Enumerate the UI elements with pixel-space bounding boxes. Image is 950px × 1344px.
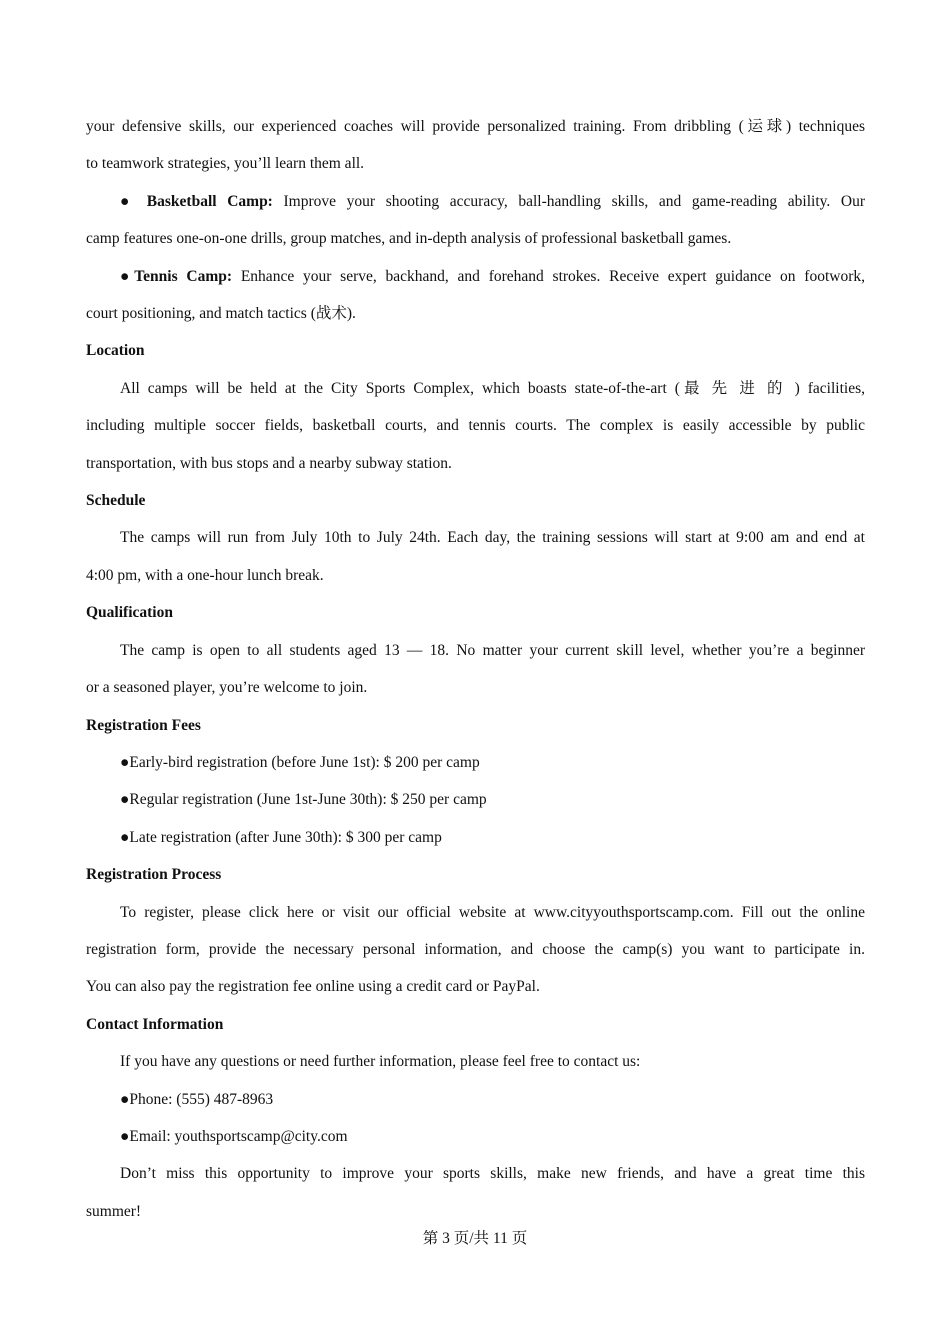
intro-line-1: your defensive skills, our experienced coaches will provide personalized training. From dribbling (运球) techniques <box>86 118 865 135</box>
contact-phone: ●Phone: (555) 487-8963 <box>120 1090 274 1108</box>
tennis-camp-text: Enhance your serve, backhand, and forehand strokes. Receive expert guidance on footwork, <box>240 267 865 285</box>
fee-item-late: ●Late registration (after June 30th): $ 300 per camp <box>120 828 442 846</box>
schedule-heading: Schedule <box>86 492 146 510</box>
page-number-footer: 第 3 页/共 11 页 <box>422 1230 528 1247</box>
schedule-line-2: 4:00 pm, with a one-hour lunch break. <box>86 566 324 584</box>
contact-intro: If you have any questions or need further information, please feel free to contact us: <box>120 1053 641 1071</box>
basketball-camp-text: Improve your shooting accuracy, ball-handling skills, and game-reading ability. Our <box>283 192 866 210</box>
tennis-camp-line-2: court positioning, and match tactics (战术). <box>86 305 356 323</box>
fee-item-regular: ●Regular registration (June 1st-June 30th): $ 250 per camp <box>120 791 487 809</box>
intro-line-2: to teamwork strategies, you’ll learn them all. <box>86 155 365 173</box>
fee-item-early-bird: ●Early-bird registration (before June 1st): $ 200 per camp <box>120 753 480 771</box>
location-line-1: All camps will be held at the City Sports Complex, which boasts state-of-the-art (最 先 进 的 ) facilities, <box>120 379 865 397</box>
schedule-line-1: The camps will run from July 10th to July 24th. Each day, the training sessions will start at 9:00 am and end at <box>120 529 865 547</box>
location-heading: Location <box>86 342 145 360</box>
basketball-camp-line-2: camp features one-on-one drills, group matches, and in-depth analysis of professional basketball games. <box>86 230 732 248</box>
location-line-2: including multiple soccer fields, basketball courts, and tennis courts. The complex is easily accessible by public <box>86 417 865 435</box>
qualification-heading: Qualification <box>86 604 173 622</box>
registration-process-line-2: registration form, provide the necessary personal information, and choose the camp(s) you want to participate in. <box>86 940 865 958</box>
tennis-camp-line-1 <box>86 258 865 295</box>
bullet-icon: ● <box>120 192 137 210</box>
contact-heading: Contact Information <box>86 1015 224 1033</box>
basketball-camp-line-1 <box>86 183 865 220</box>
contact-email: ●Email: youthsportscamp@city.com <box>120 1127 348 1145</box>
registration-process-line-1: To register, please click here or visit our official website at www.cityyouthsportscamp.com. Fill out the online <box>120 903 865 921</box>
qualification-line-2: or a seasoned player, you’re welcome to join. <box>86 679 368 697</box>
registration-fees-heading: Registration Fees <box>86 716 201 734</box>
registration-process-heading: Registration Process <box>86 866 222 884</box>
basketball-camp-label: Basketball Camp: <box>146 192 273 210</box>
document-page <box>86 108 865 1230</box>
tennis-camp-label: Tennis Camp: <box>134 267 233 285</box>
qualification-line-1: The camp is open to all students aged 13 — 18. No matter your current skill level, whether you’re a beginner <box>120 641 865 659</box>
closing-line-2: summer! <box>86 1202 142 1220</box>
closing-line-1: Don’t miss this opportunity to improve your sports skills, make new friends, and have a great time this <box>120 1165 865 1183</box>
location-line-3: transportation, with bus stops and a nearby subway station. <box>86 454 452 472</box>
bullet-icon: ● <box>120 267 135 285</box>
registration-process-line-3: You can also pay the registration fee online using a credit card or PayPal. <box>86 978 540 996</box>
